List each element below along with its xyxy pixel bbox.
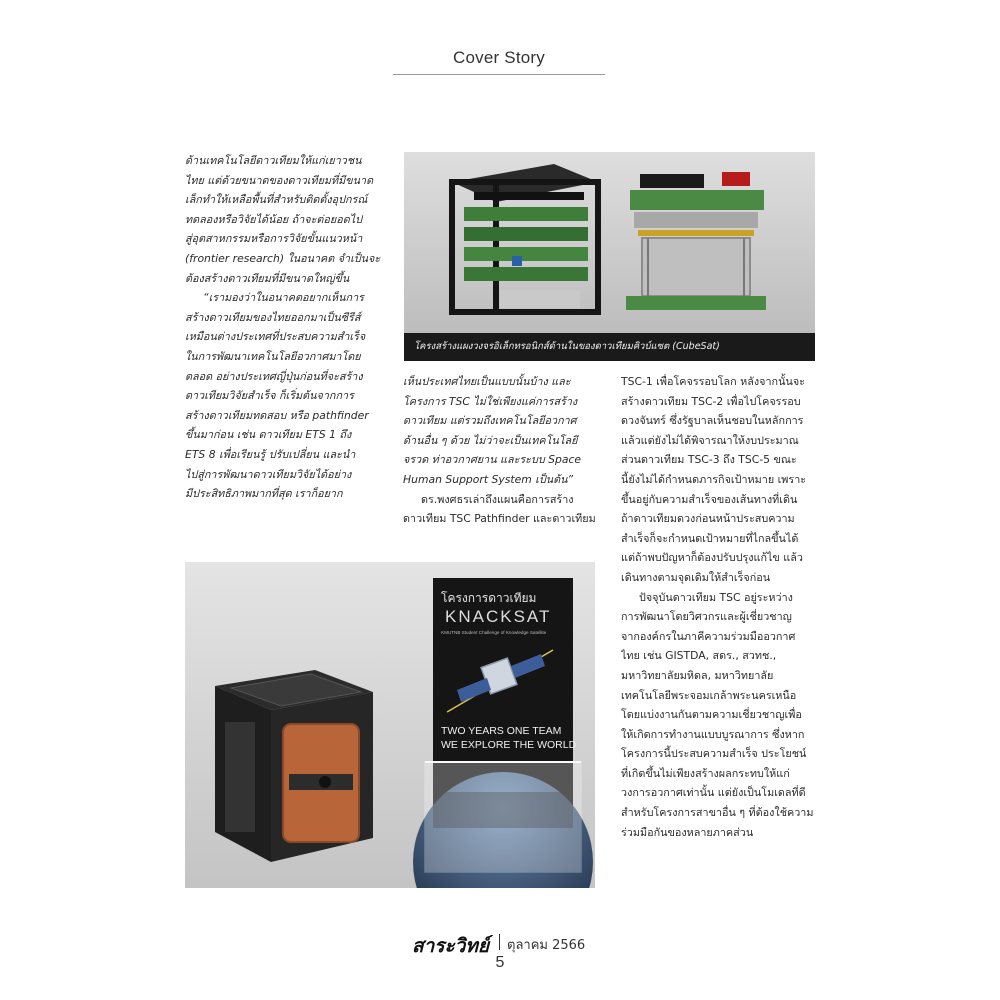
text-line: สร้างดาวเทียม TSC-2 เพื่อไปโคจรรอบ bbox=[621, 394, 801, 408]
text-line: ที่เกิดขึ้นไม่เพียงสร้างผลกระทบให้แก่ bbox=[621, 766, 790, 780]
text-line: ตลอด อย่างประเทศญี่ปุ่นก่อนที่จะสร้าง bbox=[185, 369, 363, 383]
text-line: (frontier research) ในอนาคต จำเป็นจะ bbox=[185, 251, 381, 265]
text-line: จากองค์กรในภาคีความร่วมมืออวกาศ bbox=[621, 629, 796, 643]
brochure-slogan-2: WE EXPLORE THE WORLD bbox=[441, 739, 577, 751]
page-number: 5 bbox=[495, 954, 505, 971]
knacksat-photo bbox=[185, 562, 595, 888]
brochure-title: โครงการดาวเทียม bbox=[441, 591, 537, 605]
article-column-1 bbox=[185, 151, 390, 504]
text-line: ส่วนดาวเทียม TSC-3 ถึง TSC-5 ขณะ bbox=[621, 453, 797, 467]
text-line: วงการอวกาศเท่านั้น แต่ยังเป็นโมเดลที่ดี bbox=[621, 786, 806, 800]
text-line: เดินทางตามจุดเดิมให้สำเร็จก่อน bbox=[621, 570, 771, 584]
photo-caption: โครงสร้างแผงวงจรอิเล็กทรอนิกส์ด้านในของดาวเทียมคิวบ์แซต (CubeSat) bbox=[404, 333, 815, 361]
section-title: Cover Story bbox=[453, 48, 545, 67]
text-line: นี้ยังไม่ได้กำหนดภารกิจเป้าหมาย เพราะ bbox=[621, 472, 807, 486]
column1-intro-paragraph bbox=[185, 151, 390, 288]
text-line: สำเร็จก็จะกำหนดเป้าหมายที่ไกลขึ้นได้ bbox=[621, 531, 799, 545]
text-line: โดยแบ่งงานกันตามความเชี่ยวชาญเพื่อ bbox=[621, 708, 802, 722]
column2-quote-paragraph bbox=[403, 372, 601, 490]
text-line: โครงการ TSC ไม่ใช่เพียงแค่การสร้าง bbox=[403, 394, 578, 408]
text-line: ไทย เช่น GISTDA, สดร., สวทช., bbox=[621, 649, 777, 663]
article-column-3 bbox=[621, 372, 817, 842]
text-line: ขึ้นอยู่กับความสำเร็จของเส้นทางที่เดิน bbox=[621, 492, 798, 506]
column3-paragraph-2 bbox=[621, 588, 817, 843]
text-line: แล้วแต่ยังไม่ได้พิจารณาให้งบประมาณ bbox=[621, 433, 799, 447]
text-line: สำหรับโครงการสาขาอื่น ๆ ที่ต้องใช้ความ bbox=[621, 806, 814, 820]
circuit-boards-photo bbox=[404, 152, 815, 333]
text-line: ด้านเทคโนโลยีดาวเทียมให้แก่เยาวชน bbox=[185, 154, 362, 167]
magazine-brand: สาระวิทย์ bbox=[412, 935, 490, 957]
column2-body-paragraph bbox=[403, 490, 601, 529]
text-line: ดาวเทียม แต่รวมถึงเทคโนโลยีอวกาศ bbox=[403, 414, 577, 428]
text-line: ทดลองหรือวิจัยได้น้อย ถ้าจะต่อยอดไป bbox=[185, 212, 363, 226]
text-line: จรวด ท่าอวกาศยาน และระบบ Space bbox=[403, 453, 582, 467]
article-column-2 bbox=[403, 372, 601, 529]
section-divider bbox=[393, 74, 605, 75]
cubesat-model bbox=[215, 670, 373, 862]
text-line: สร้างดาวเทียมทดสอบ หรือ pathfinder bbox=[185, 408, 369, 422]
column1-quote-paragraph bbox=[185, 288, 390, 504]
text-line: ดวงจันทร์ ซึ่งรัฐบาลเห็นชอบในหลักการ bbox=[621, 414, 804, 428]
text-line: มีประสิทธิภาพมากที่สุด เราก็อยาก bbox=[185, 487, 343, 501]
text-line: เล็กทำให้เหลือพื้นที่สำหรับติดตั้งอุปกรณ์ bbox=[185, 193, 368, 207]
footer-divider bbox=[499, 934, 500, 950]
brochure-name: KNACKSAT bbox=[445, 607, 552, 626]
text-line: ไปสู่การพัฒนาดาวเทียมวิจัยได้อย่าง bbox=[185, 467, 352, 481]
text-line: ด้านอื่น ๆ ด้วย ไม่ว่าจะเป็นเทคโนโลยี bbox=[403, 433, 578, 447]
board-stack-right bbox=[626, 172, 766, 310]
text-line: Human Support System เป็นต้น” bbox=[403, 472, 574, 486]
knacksat-illustration bbox=[185, 562, 595, 888]
column3-paragraph-1 bbox=[621, 372, 817, 588]
text-line: แต่ถ้าพบปัญหาก็ต้องปรับปรุงแก้ไข แล้ว bbox=[621, 551, 803, 565]
text-line: เทคโนโลยีพระจอมเกล้าพระนครเหนือ bbox=[621, 688, 797, 702]
text-line: ในการพัฒนาเทคโนโลยีอวกาศมาโดย bbox=[185, 349, 361, 363]
text-line: การพัฒนาโดยวิศวกรและผู้เชี่ยวชาญ bbox=[621, 610, 792, 624]
text-line: โครงการนี้ประสบความสำเร็จ ประโยชน์ bbox=[621, 747, 807, 761]
text-line: ต้องสร้างดาวเทียมที่มีขนาดใหญ่ขึ้น bbox=[185, 271, 350, 285]
text-line: เหมือนต่างประเทศที่ประสบความสำเร็จ bbox=[185, 330, 366, 344]
circuit-boards-illustration bbox=[404, 152, 815, 333]
text-line: ร่วมมือกันของหลายภาคส่วน bbox=[621, 825, 754, 839]
text-line: ขึ้นมาก่อน เช่น ดาวเทียม ETS 1 ถึง bbox=[185, 428, 352, 442]
text-line: ไทย แต่ด้วยขนาดของดาวเทียมที่มีขนาด bbox=[185, 173, 374, 187]
acrylic-stand bbox=[425, 762, 581, 872]
text-line: ดาวเทียม TSC Pathfinder และดาวเทียม bbox=[403, 512, 596, 526]
text-line: สร้างดาวเทียมของไทยออกมาเป็นซีรีส์ bbox=[185, 310, 361, 324]
text-line: ให้เกิดการทำงานแบบบูรณาการ ซึ่งหาก bbox=[621, 727, 805, 741]
text-line: ดร.พงศธรเล่าถึงแผนคือการสร้าง bbox=[421, 492, 574, 506]
text-line: เห็นประเทศไทยเป็นแบบนั้นบ้าง และ bbox=[403, 375, 571, 388]
brochure-slogan-1: TWO YEARS ONE TEAM bbox=[441, 725, 562, 737]
brochure-subtitle: KMUTNB Student Challenge of Knowledge Satellite bbox=[441, 630, 547, 635]
text-line: ถ้าดาวเทียมดวงก่อนหน้าประสบความ bbox=[621, 512, 795, 526]
text-line: ปัจจุบันดาวเทียม TSC อยู่ระหว่าง bbox=[639, 590, 793, 604]
text-line: มหาวิทยาลัยมหิดล, มหาวิทยาลัย bbox=[621, 668, 774, 682]
text-line: ดาวเทียมวิจัยสำเร็จ ก็เริ่มต้นจากการ bbox=[185, 389, 354, 403]
issue-date: ตุลาคม 2566 bbox=[507, 938, 586, 953]
text-line: ETS 8 เพื่อเรียนรู้ ปรับเปลี่ยน และนำ bbox=[185, 447, 356, 461]
text-line: สู่อุตสาหกรรมหรือการวิจัยขั้นแนวหน้า bbox=[185, 232, 363, 246]
text-line: “เรามองว่าในอนาคตอยากเห็นการ bbox=[203, 291, 364, 305]
text-line: TSC-1 เพื่อโคจรรอบโลก หลังจากนั้นจะ bbox=[621, 375, 805, 388]
